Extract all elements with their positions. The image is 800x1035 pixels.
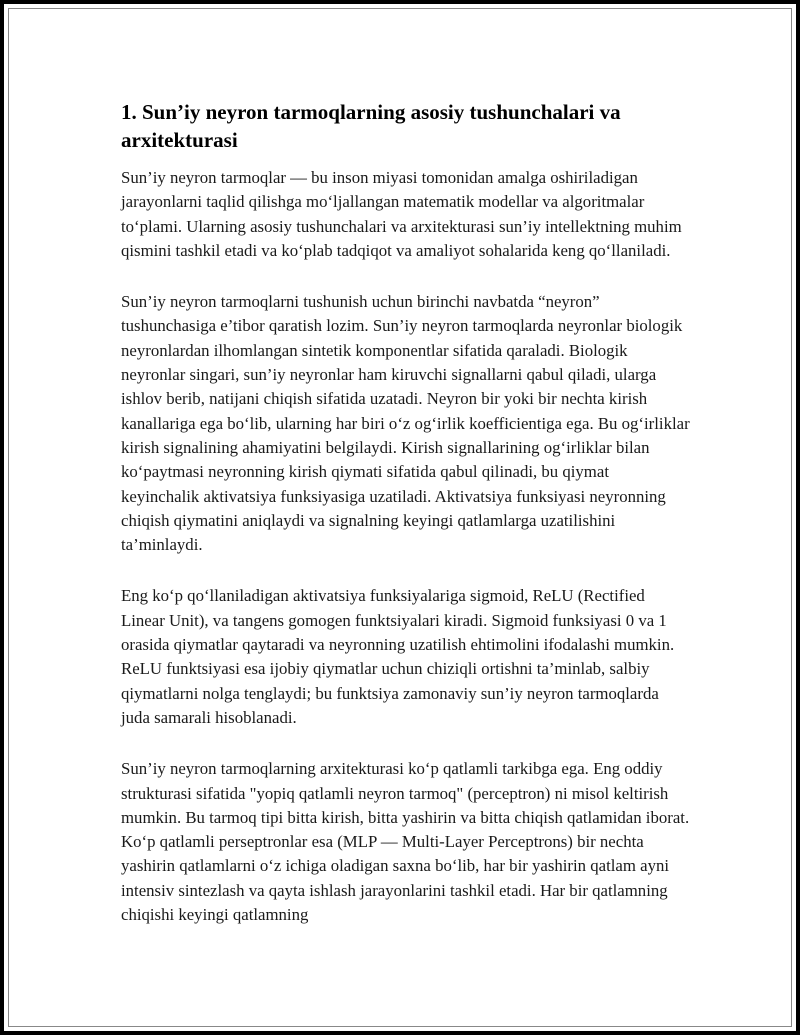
document-body bbox=[121, 98, 691, 954]
paragraph-3: Eng ko‘p qo‘llaniladigan aktivatsiya funksiyalariga sigmoid, ReLU (Rectified Linear Unit), va tangens gomogen funktsiyalari kiradi. Sigmoid funksiyasi 0 va 1 orasida qiymatlar qaytaradi va neyronning uzatilish ehtimolini ifodalashi mumkin. ReLU funktsiyasi esa ijobiy qiymatlar uchun chiziqli ortishni ta’minlab, salbiy qiymatlarni nolga tenglaydi; bu funktsiya zamonaviy sun’iy neyron tarmoqlarda juda samarali hisoblanadi. bbox=[121, 586, 675, 727]
section-heading: 1. Sun’iy neyron tarmoqlarning asosiy tushunchalari va arxitekturasi bbox=[121, 100, 621, 152]
paragraph-1: Sun’iy neyron tarmoqlar — bu inson miyasi tomonidan amalga oshiriladigan jarayonlarni taqlid qilishga mo‘ljallangan matematik modellar va algoritmalar to‘plami. Ularning asosiy tushunchalari va arxitekturasi sun’iy intellektning muhim qismini tashkil etadi va ko‘plab tadqiqot va amaliyot sohalarida keng qo‘llaniladi. bbox=[121, 168, 682, 260]
paragraph-4: Sun’iy neyron tarmoqlarning arxitekturasi ko‘p qatlamli tarkibga ega. Eng oddiy strukturasi sifatida "yopiq qatlamli neyron tarmoq" (perceptron) ni misol keltirish mumkin. Bu tarmoq tipi bitta kirish, bitta yashirin va bitta chiqish qatlamidan iborat. Ko‘p qatlamli perseptronlar esa (MLP — Multi-Layer Perceptrons) bir nechta yashirin qatlamlarni o‘z ichiga oladigan saxna bo‘lib, har bir yashirin qatlam ayni intensiv sintezlash va qayta ishlash jarayonlarini tashkil etadi. Har bir qatlamning chiqishi keyingi qatlamning bbox=[121, 759, 690, 925]
paragraph-2: Sun’iy neyron tarmoqlarni tushunish uchun birinchi navbatda “neyron” tushunchasiga e’tibor qaratish lozim. Sun’iy neyron tarmoqlarda neyronlar biologik neyronlardan ilhomlangan sintetik komponentlar sifatida qaraladi. Biologik neyronlar singari, sun’iy neyronlar ham kiruvchi signallarni qabul qiladi, ularga ishlov berib, natijani chiqish sifatida uzatadi. Neyron bir yoki bir nechta kirish kanallariga ega bo‘lib, ularning har biri o‘z og‘irlik koefficientiga ega. Bu og‘irliklar kirish signalining ahamiyatini belgilaydi. Kirish signallarining og‘irliklar bilan ko‘paytmasi neyronning kirish qiymati sifatida qabul qilinadi, bu qiymat keyinchalik aktivatsiya funksiyasiga uzatiladi. Aktivatsiya funksiyasi neyronning chiqish qiymatini aniqlaydi va signalning keyingi qatlamlarga uzatilishini ta’minlaydi. bbox=[121, 292, 690, 555]
